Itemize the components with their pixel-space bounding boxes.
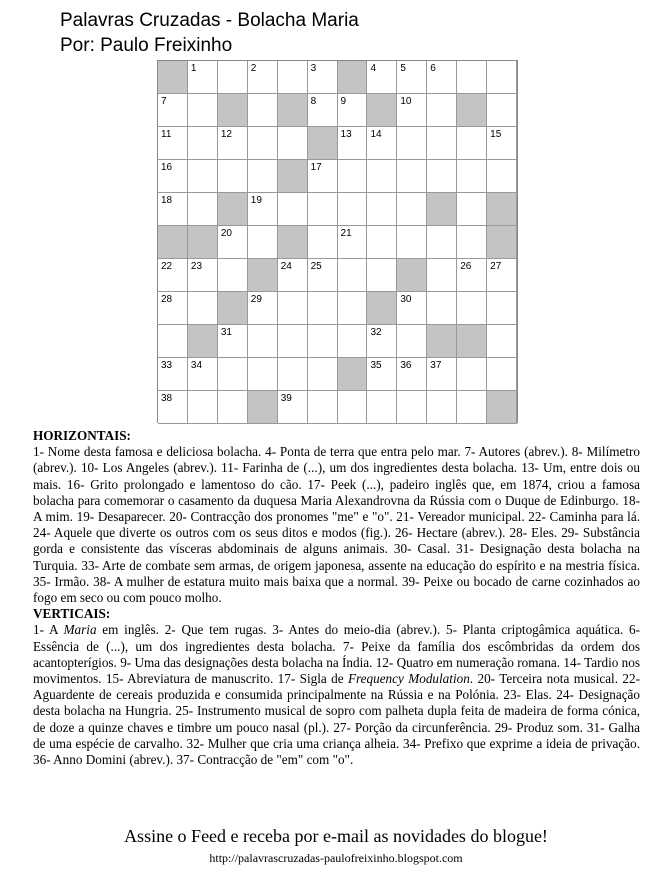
grid-cell[interactable] [278,259,308,292]
grid-cell[interactable] [427,391,457,424]
grid-cell-black [278,160,308,193]
clue-number: 6 [430,63,436,74]
clue-number: 1 [190,63,197,74]
grid-cell[interactable] [158,391,188,424]
grid-cell[interactable] [338,325,368,358]
horizontal-clues-text: 1- Nome desta famosa e deliciosa bolacha. 4- Ponta de terra que entra pelo mar. 7- Autores (abrev.). 8- Milímetro (abrev.). 10- Los Angeles (abrev.). 11- Farinha de (...), um dos ingredientes desta bolacha. 13- Um, entre dois ou mais. 16- Grito prolongado e lamentoso do cão. 17- Peek (...), padeiro inglês que, em 1874, criou a famosa bolacha para comemorar o casamento da duquesa Maria Alexandrovna da Rússia com o Duque de Edinburgo. 18- A mim. 19- Desaparecer. 20- Contracção dos pronomes "me" e "o". 21- Vereador municipal. 22- Caminha para lá. 24- Aquele que diverte os outros com os seus ditos e modos (fig.). 26- Hectare (abrev.). 28- Eles. 29- Substância gorda e consistente das vísceras abdominais de alguns animais. 30- Casal. 31- Designação desta bolacha na Turquia. 33- Arte de combate sem armas, de origem japonesa, assente na educação do espírito e na mestria física. 35- Irmão. 38- A mulher de estatura muito mais baixa que a normal. 39- Peixe ou bocado de carne cozinhados ao fogo em seco ou com pouco molho. [33,444,640,606]
grid-cell[interactable] [367,325,397,358]
grid-cell[interactable] [397,127,427,160]
grid-cell[interactable] [457,358,487,391]
grid-cell[interactable] [367,391,397,424]
clue-number: 35 [370,360,382,371]
grid-cell-black [487,391,517,424]
clue-number: 32 [370,327,382,338]
grid-cell-black [367,94,397,127]
clue-number: 15 [490,129,502,140]
grid-row [158,193,517,226]
clue-number: 23 [190,261,203,272]
grid-cell[interactable] [188,193,218,226]
grid-cell-black [188,226,218,259]
grid-cell[interactable] [308,259,338,292]
grid-cell[interactable] [278,391,308,424]
clue-number: 21 [340,228,352,239]
grid-cell[interactable] [457,61,487,94]
vertical-clues-text-b: em inglês. 2- Que tem rugas. 3- Antes do meio-dia (abrev.). 5- Planta criptogâmica aquática. 6- Essência de (...), um dos ingredientes desta bolacha. 7- Peixe da família dos escômbridas da ordem dos acantopterígios. 9- Uma das designações desta bolacha na Índia. 12- Quatro em numeração romana. 14- Tardio nos movimentos. 15- Abreviatura de manuscrito. 17- Sigla de [33,622,640,687]
grid-cell[interactable] [158,193,188,226]
clue-number: 9 [340,96,347,107]
grid-cell[interactable] [427,160,457,193]
grid-cell[interactable] [397,226,427,259]
clue-number: 20 [220,228,232,239]
grid-row [158,94,517,127]
grid-cell-black [338,61,368,94]
grid-cell[interactable] [427,94,457,127]
grid-cell[interactable] [308,358,338,391]
grid-cell[interactable] [218,127,248,160]
clue-number: 28 [161,294,173,305]
grid-cell[interactable] [427,292,457,325]
grid-cell[interactable] [457,259,487,292]
clue-number: 16 [161,162,173,173]
grid-cell-black [248,259,278,292]
clue-number: 11 [161,129,172,140]
clue-number: 10 [400,96,412,107]
grid-cell[interactable] [397,193,427,226]
grid-cell[interactable] [188,259,218,292]
grid-cell-black [218,94,248,127]
clue-number: 13 [340,129,352,140]
clues-section [33,428,640,768]
clue-number: 31 [220,327,232,338]
grid-cell[interactable] [338,391,368,424]
grid-cell[interactable] [397,61,427,94]
grid-cell[interactable] [367,160,397,193]
grid-cell[interactable] [397,94,427,127]
clue-number: 5 [400,63,406,74]
grid-cell[interactable] [427,226,457,259]
clue-number: 33 [161,360,173,371]
clue-number: 25 [310,261,322,272]
clue-number: 8 [310,96,317,107]
grid-cell[interactable] [487,160,517,193]
header [60,8,359,58]
horizontal-heading: HORIZONTAIS: [33,428,131,443]
grid-cell[interactable] [397,160,427,193]
grid-cell[interactable] [338,193,368,226]
vertical-clues-em-a: Maria [63,622,97,638]
vertical-clues-text-a: 1- A [33,622,64,638]
grid-row [158,391,517,424]
grid-cell[interactable] [278,292,308,325]
grid-cell[interactable] [218,358,248,391]
grid-cell[interactable] [367,127,397,160]
grid-cell[interactable] [248,160,278,193]
grid-cell[interactable] [308,193,338,226]
grid-cell[interactable] [218,160,248,193]
clue-number: 24 [280,261,292,272]
vertical-clues-em-b: Frequency Modulation [347,671,470,687]
grid-cell[interactable] [218,391,248,424]
grid-cell-black [158,226,188,259]
grid-cell[interactable] [308,160,338,193]
vertical-heading: VERTICAIS: [33,606,111,622]
grid-cell-black [367,292,397,325]
grid-cell-black [218,292,248,325]
grid-cell[interactable] [308,61,338,94]
grid-cell[interactable] [248,226,278,259]
grid-cell[interactable] [158,292,188,325]
clue-number: 39 [280,393,292,404]
clue-number: 3 [310,63,317,74]
grid-cell-black [218,193,248,226]
grid-cell[interactable] [308,292,338,325]
grid-cell[interactable] [158,127,188,160]
footer-url[interactable]: http://palavrascruzadas-paulofreixinho.blogspot.com [209,851,463,865]
clue-number: 34 [190,360,203,371]
clue-number: 18 [161,195,173,206]
grid-cell[interactable] [338,127,368,160]
grid-row [158,160,517,193]
clue-number: 17 [310,162,322,173]
grid-cell[interactable] [308,94,338,127]
clue-number: 29 [250,294,262,305]
grid-cell[interactable] [338,259,368,292]
grid-cell[interactable] [218,61,248,94]
grid-row [158,61,517,94]
grid-cell[interactable] [248,292,278,325]
grid-cell[interactable] [278,61,308,94]
grid-cell[interactable] [308,226,338,259]
grid-cell[interactable] [487,94,517,127]
grid-cell[interactable] [188,358,218,391]
grid-cell[interactable] [397,325,427,358]
clue-number: 38 [161,393,173,404]
clue-number: 12 [220,129,232,140]
grid-cell[interactable] [278,193,308,226]
grid-cell-black [427,193,457,226]
clue-number: 19 [250,195,262,206]
grid-cell[interactable] [338,160,368,193]
grid-cell[interactable] [367,193,397,226]
grid-cell-black [457,94,487,127]
grid-cell[interactable] [248,61,278,94]
footer-message: Assine o Feed e receba por e-mail as novidades do blogue! [124,826,548,846]
grid-row [158,259,517,292]
grid-cell[interactable] [158,325,188,358]
grid-cell[interactable] [427,61,457,94]
clue-number: 7 [161,96,167,107]
clue-number: 22 [161,261,173,272]
grid-cell-black [397,259,427,292]
grid-cell[interactable] [338,292,368,325]
grid-cell[interactable] [308,325,338,358]
grid-cell[interactable] [278,325,308,358]
grid-cell-black [457,325,487,358]
vertical-clues [33,606,640,768]
grid-cell[interactable] [367,226,397,259]
grid-cell[interactable] [188,94,218,127]
grid-cell-black [308,127,338,160]
grid-cell[interactable] [218,226,248,259]
grid-cell[interactable] [248,127,278,160]
grid-row [158,226,517,259]
clue-number: 27 [490,261,502,272]
grid-cell[interactable] [188,61,218,94]
grid-cell-black [487,193,517,226]
clue-number: 4 [370,63,377,74]
grid-cell[interactable] [367,358,397,391]
grid-cell-black [427,325,457,358]
grid-cell-black [338,358,368,391]
grid-cell[interactable] [487,127,517,160]
grid-cell[interactable] [188,127,218,160]
grid-cell[interactable] [487,292,517,325]
grid-cell[interactable] [427,259,457,292]
grid-cell[interactable] [367,61,397,94]
clue-number: 36 [400,360,412,371]
grid-cell[interactable] [278,358,308,391]
grid-cell[interactable] [457,127,487,160]
clue-number: 26 [460,261,472,272]
grid-cell[interactable] [397,358,427,391]
clue-number: 37 [430,360,442,371]
grid-cell[interactable] [397,391,427,424]
grid-cell[interactable] [248,358,278,391]
grid-cell[interactable] [487,61,517,94]
grid-cell[interactable] [397,292,427,325]
clue-number: 14 [370,129,382,140]
grid-cell-black [158,61,188,94]
grid-cell[interactable] [218,325,248,358]
grid-row [158,358,517,391]
grid-cell[interactable] [457,292,487,325]
grid-cell[interactable] [248,94,278,127]
grid-cell[interactable] [457,226,487,259]
crossword-grid[interactable] [157,60,518,423]
grid-cell[interactable] [338,226,368,259]
grid-cell[interactable] [188,160,218,193]
grid-cell-black [487,226,517,259]
grid-cell-black [188,325,218,358]
author-line: Por: Paulo Freixinho [60,35,233,56]
grid-cell[interactable] [457,391,487,424]
vertical-clues-text-c: . 20- Terceira nota musical. 22- Aguardente de cereais produzida e consumida principalmente na Rússia e na Polónia. 23- Elas. 24- Designação desta bolacha na Hungria. 25- Instrumento musical de sopro com palheta dupla feita de madeira de forma cónica, de doze a quinze chaves e timbre um pouco nasal (pl.). 27- Porção da circunferência. 29- Produz som. 31- Galha de uma espécie de carvalho. 32- Mulher que cria uma criança alheia. 34- Prefixo que exprime a ideia de privação. 36- Anno Domini (abrev.). 37- Contracção de "em" com "o". [33,671,640,768]
grid-cell[interactable] [188,292,218,325]
grid-cell[interactable] [158,94,188,127]
horizontal-clues [33,428,640,606]
grid-cell[interactable] [188,391,218,424]
grid-cell[interactable] [487,358,517,391]
grid-cell[interactable] [158,259,188,292]
grid-cell[interactable] [158,160,188,193]
clue-number: 2 [250,63,257,74]
grid-cell[interactable] [248,325,278,358]
grid-cell[interactable] [457,193,487,226]
grid-cell[interactable] [367,259,397,292]
grid-cell[interactable] [278,127,308,160]
grid-cell-black [278,226,308,259]
grid-cell[interactable] [338,94,368,127]
grid-row [158,325,517,358]
page-title: Palavras Cruzadas - Bolacha Maria [60,10,359,31]
grid-cell[interactable] [427,127,457,160]
grid-row [158,292,517,325]
clue-number: 30 [400,294,412,305]
grid-cell-black [278,94,308,127]
grid-cell[interactable] [487,259,517,292]
grid-cell-black [248,391,278,424]
grid-cell[interactable] [487,325,517,358]
grid-row [158,127,517,160]
grid-cell[interactable] [158,358,188,391]
grid-cell[interactable] [457,160,487,193]
grid-cell[interactable] [308,391,338,424]
grid-cell[interactable] [427,358,457,391]
grid-cell[interactable] [248,193,278,226]
grid-cell[interactable] [218,259,248,292]
